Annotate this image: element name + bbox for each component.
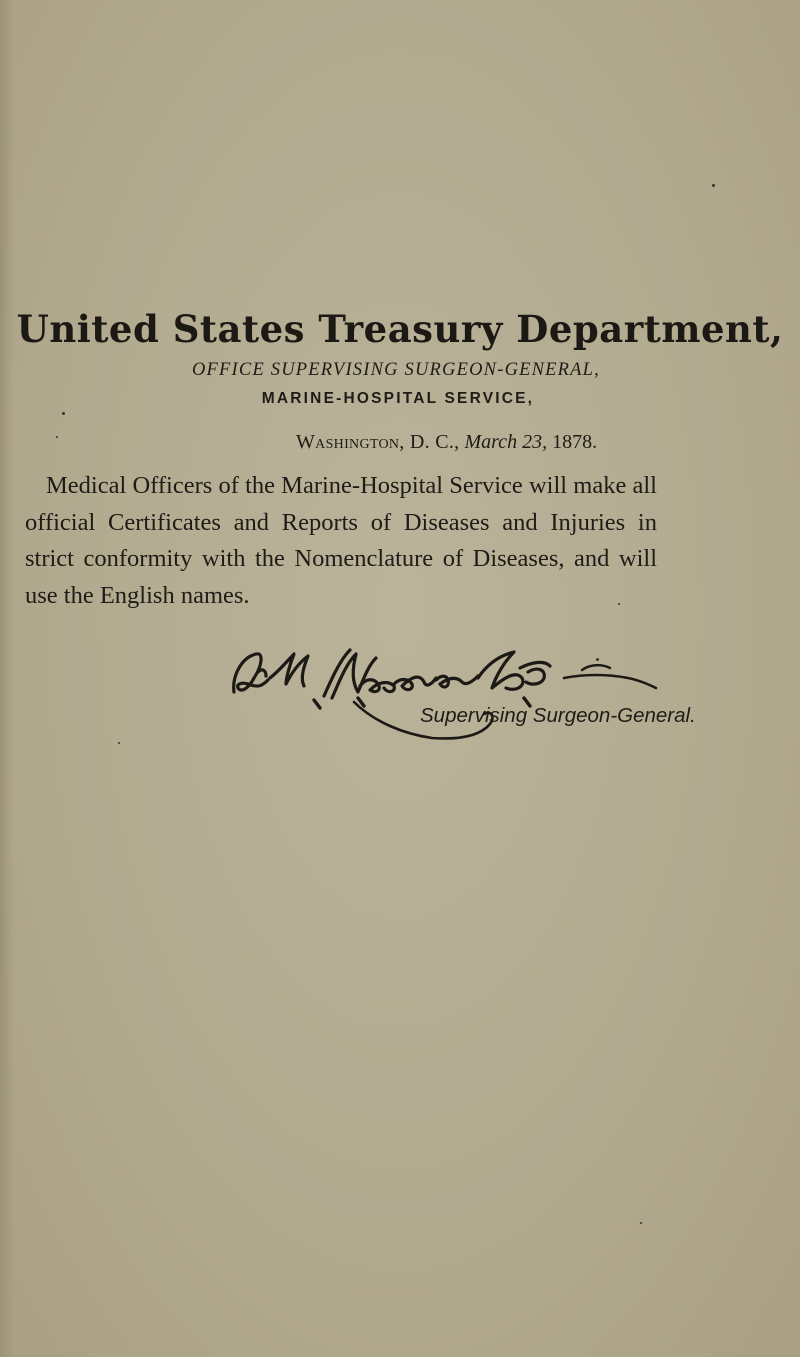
dateline-year: 1878.	[552, 431, 598, 453]
paper-speck	[118, 742, 120, 744]
department-title: United States Treasury Department,	[16, 307, 784, 351]
paper-speck	[56, 436, 58, 438]
paper-speck	[596, 658, 599, 661]
dateline-month-day: March 23,	[464, 431, 548, 453]
letterhead	[0, 303, 800, 413]
dateline	[296, 428, 597, 456]
paper-speck	[712, 184, 715, 187]
paper-speck	[618, 603, 620, 605]
handwritten-signature	[228, 648, 658, 748]
signature-title: Supervising Surgeon-General.	[420, 704, 696, 727]
dateline-place: Washington, D. C.,	[296, 431, 460, 453]
paper-edge-shadow	[0, 0, 14, 1357]
paper-speck	[62, 412, 65, 415]
service-line: MARINE-HOSPITAL SERVICE,	[261, 390, 535, 407]
office-line: OFFICE SUPERVISING SURGEON-GENERAL,	[191, 360, 600, 380]
notice-paragraph: Medical Officers of the Marine-Hospital Service will make all official Certificates and Reports of Diseases and Injuries in strict conformity with the Nomenclature of Diseases, and will use the English names.	[25, 472, 657, 609]
paper-speck	[640, 1222, 642, 1224]
